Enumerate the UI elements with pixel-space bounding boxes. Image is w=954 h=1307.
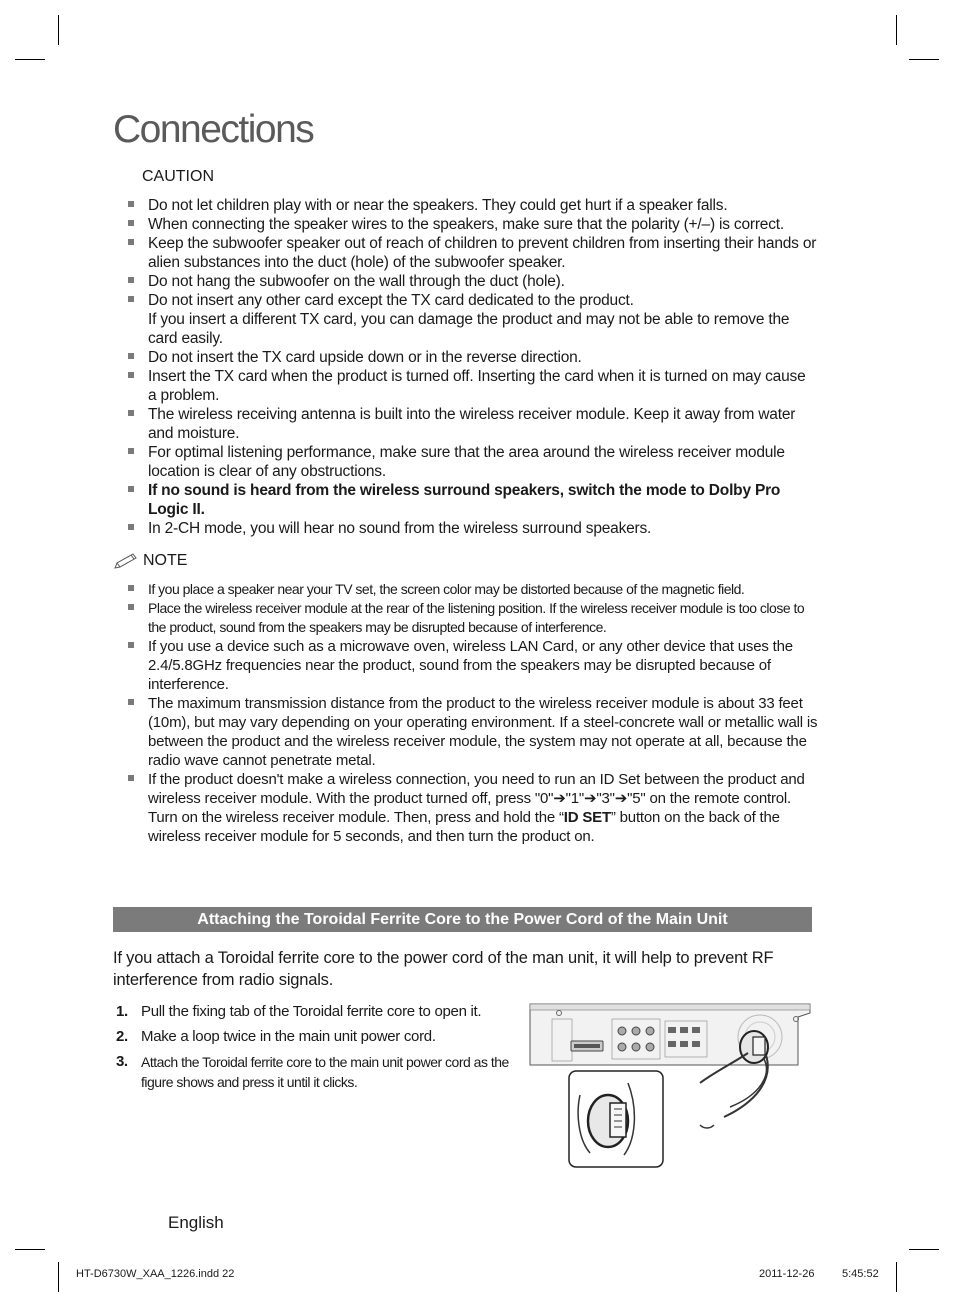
bullet-square-icon <box>128 220 134 226</box>
list-item: Do not let children play with or near the speakers. They could get hurt if a speaker falls. <box>128 196 818 215</box>
list-item: The wireless receiving antenna is built into the wireless receiver module. Keep it away from water and moisture. <box>128 405 818 443</box>
list-item: Keep the subwoofer speaker out of reach of children to prevent children from inserting their hands or alien substances into the duct (hole) of the subwoofer speaker. <box>128 234 818 272</box>
list-item: Do not hang the subwoofer on the wall through the duct (hole). <box>128 272 818 291</box>
footer-language: English <box>168 1213 224 1232</box>
list-item: Place the wireless receiver module at the rear of the listening position. If the wireless receiver module is too close to the product, sound from the speakers may be disrupted because of interference. <box>128 599 818 637</box>
bullet-square-icon <box>128 642 134 648</box>
crop-mark <box>896 1262 897 1292</box>
bullet-square-icon <box>128 486 134 492</box>
bullet-square-icon <box>128 410 134 416</box>
note-label: NOTE <box>143 552 188 569</box>
list-item: If no sound is heard from the wireless surround speakers, switch the mode to Dolby Pro Logic II. <box>128 481 818 519</box>
crop-mark <box>909 59 939 60</box>
bullet-square-icon <box>128 448 134 454</box>
bullet-square-icon <box>128 585 134 591</box>
bullet-square-icon <box>128 372 134 378</box>
crop-mark <box>58 15 59 45</box>
section-heading: Attaching the Toroidal Ferrite Core to the Power Cord of the Main Unit <box>113 907 812 932</box>
list-item: When connecting the speaker wires to the speakers, make sure that the polarity (+/–) is correct. <box>128 215 818 234</box>
crop-mark <box>58 1262 59 1292</box>
list-item: If you place a speaker near your TV set, the screen color may be distorted because of the magnetic field. <box>128 580 818 599</box>
footer-filename: HT-D6730W_XAA_1226.indd 22 <box>76 1268 235 1280</box>
crop-mark <box>896 15 897 45</box>
crop-mark <box>15 1249 45 1250</box>
intro-paragraph: If you attach a Toroidal ferrite core to the power cord of the man unit, it will help to prevent RF interference from radio signals. <box>113 949 774 989</box>
crop-mark <box>909 1249 939 1250</box>
crop-mark <box>15 59 45 60</box>
list-item: For optimal listening performance, make sure that the area around the wireless receiver module location is clear of any obstructions. <box>128 443 818 481</box>
footer-date: 2011-12-26 <box>759 1268 815 1280</box>
list-item: Do not insert any other card except the TX card dedicated to the product. If you insert a different TX card, you can damage the product and may not be able to remove the card easily. <box>128 291 818 348</box>
bullet-square-icon <box>128 604 134 610</box>
step-item: 2. Make a loop twice in the main unit power cord. <box>116 1028 436 1045</box>
steps-list <box>113 1002 513 1097</box>
list-item: If you use a device such as a microwave oven, wireless LAN Card, or any other device that uses the 2.4/5.8GHz frequencies near the product, sound from the speakers may be disrupted because of interference. <box>128 637 818 694</box>
bullet-square-icon <box>128 775 134 781</box>
note-list <box>128 580 818 846</box>
list-item: Do not insert the TX card upside down or in the reverse direction. <box>128 348 818 367</box>
caution-list <box>128 196 818 538</box>
bullet-square-icon <box>128 277 134 283</box>
pencil-icon <box>113 552 139 570</box>
list-item: In 2-CH mode, you will hear no sound from the wireless surround speakers. <box>128 519 818 538</box>
list-item: Insert the TX card when the product is turned off. Inserting the card when it is turned on may cause a problem. <box>128 367 818 405</box>
list-item: If the product doesn't make a wireless connection, you need to run an ID Set between the product and wireless receiver module. With the product turned off, press "0"➔"1"➔"3"➔"5" on the remote control. Turn on the wireless receiver module. Then, press and hold the “ID SET” button on the back of the wireless receiver module for 5 seconds, and then turn the product on. <box>128 770 818 846</box>
bullet-square-icon <box>128 201 134 207</box>
step-item: 3. Attach the Toroidal ferrite core to the main unit power cord as the figure shows and press it until it clicks. <box>116 1053 509 1090</box>
caution-heading: CAUTION <box>142 168 214 185</box>
page-title: Connections <box>113 108 314 151</box>
bullet-square-icon <box>128 296 134 302</box>
bullet-square-icon <box>128 353 134 359</box>
step-item: 1. Pull the fixing tab of the Toroidal ferrite core to open it. <box>116 1003 482 1020</box>
id-set-label: ID SET <box>563 809 611 826</box>
bullet-square-icon <box>128 699 134 705</box>
list-item: The maximum transmission distance from the product to the wireless receiver module is about 33 feet (10m), but may vary depending on your operating environment. If a steel-concrete wall or metallic wall is between the product and the wireless receiver module, the system may not operate at all, because the radio wave cannot penetrate metal. <box>128 694 818 770</box>
ferrite-core-illustration <box>528 1003 812 1179</box>
bullet-square-icon <box>128 239 134 245</box>
bullet-square-icon <box>128 524 134 530</box>
note-heading <box>113 552 187 570</box>
footer-time: 5:45:52 <box>842 1268 879 1280</box>
